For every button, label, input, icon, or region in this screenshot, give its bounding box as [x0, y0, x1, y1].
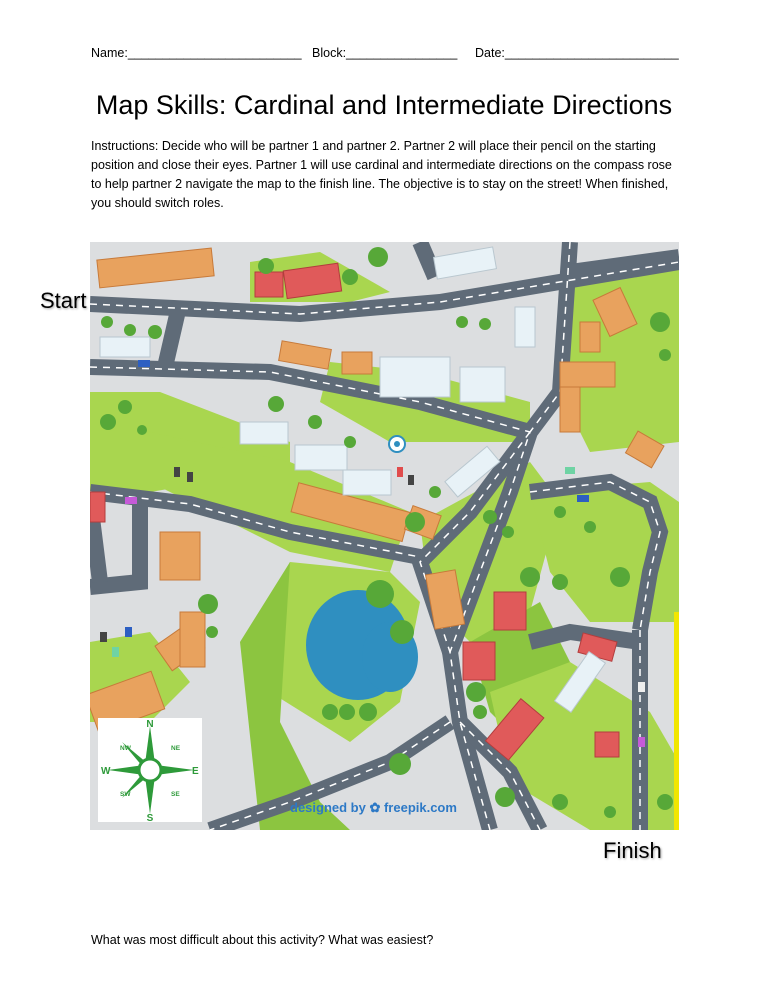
compass-n: N	[146, 719, 154, 730]
map-credit: designed by ✿ freepik.com	[290, 800, 457, 815]
compass-ne: NE	[171, 745, 181, 752]
compass-w: W	[101, 766, 111, 777]
block-field[interactable]: Block:________________	[312, 46, 458, 60]
compass-s: S	[146, 813, 154, 822]
instructions: Instructions: Decide who will be partner 1 and partner 2. Partner 2 will place their pencil on the starting position and close their eyes. Partner 1 will use cardinal and intermediate directions on the compass rose to help partner 2 navigate the map to the finish line. The objective is to stay on the street! When finished, you should switch roles.	[91, 139, 672, 210]
compass-sw: SW	[120, 791, 131, 798]
compass-nw: NW	[120, 745, 131, 752]
reflection-question: What was most difficult about this activity? What was easiest?	[91, 933, 434, 947]
start-label: Start	[40, 288, 87, 313]
compass-rose	[98, 718, 202, 822]
name-field[interactable]: Name:_________________________	[91, 46, 302, 60]
date-field[interactable]: Date:_________________________	[475, 46, 679, 60]
compass-e: E	[192, 766, 199, 777]
page-title: Map Skills: Cardinal and Intermediate Directions	[95, 90, 673, 120]
finish-label: Finish	[603, 838, 662, 863]
compass-se: SE	[171, 791, 180, 798]
compass-icon	[98, 718, 202, 822]
